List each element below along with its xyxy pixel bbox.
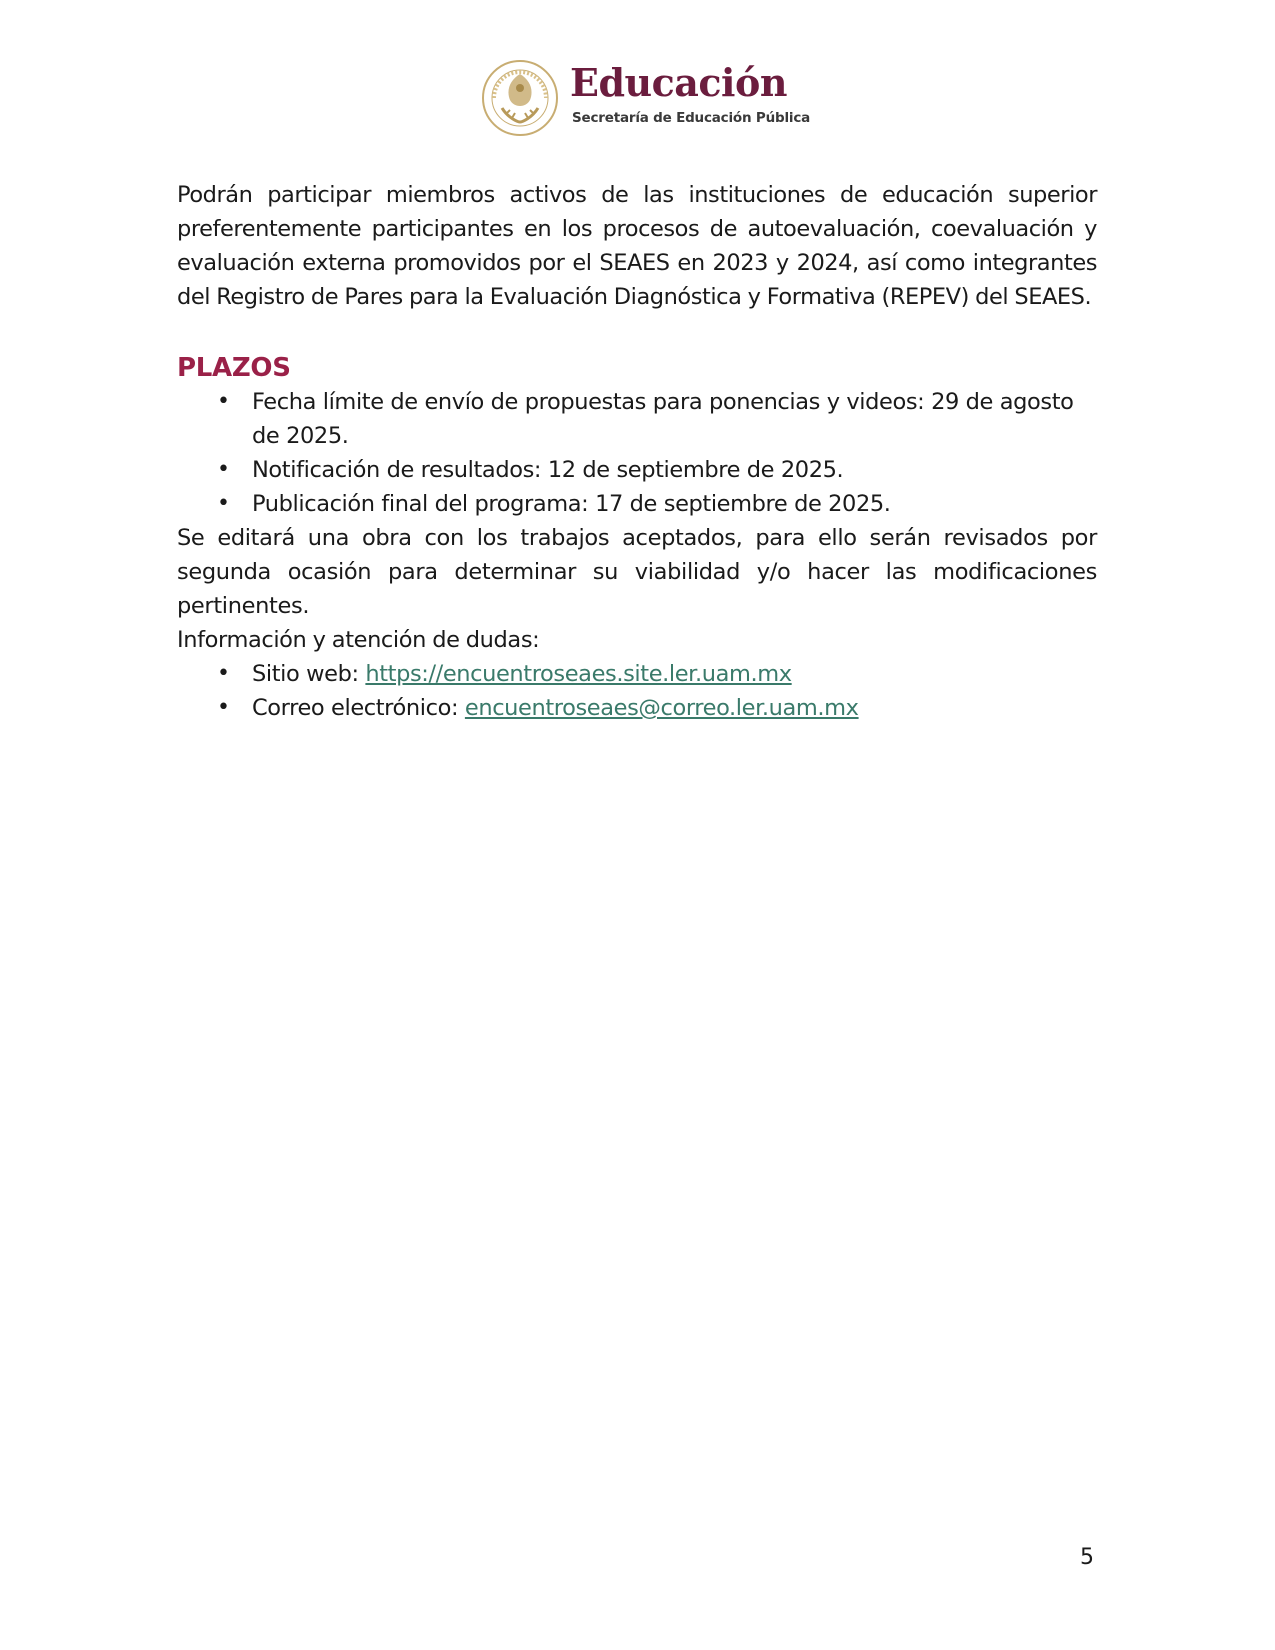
document-content — [177, 178, 1097, 725]
bullet-icon: • — [217, 457, 230, 482]
bullet-icon: • — [217, 661, 230, 686]
bullet-icon: • — [217, 491, 230, 516]
logo-subtitle: Secretaría de Educación Pública — [572, 110, 811, 126]
bullet-icon: • — [217, 695, 230, 720]
plazo-text: Notificación de resultados: 12 de septiembre de 2025. — [252, 457, 844, 483]
website-link[interactable]: https://encuentroseaes.site.ler.uam.mx — [365, 661, 792, 687]
intro-paragraph: Podrán participar miembros activos de las instituciones de educación superior preferentemente participantes en los procesos de autoevaluación, coevaluación y evaluación externa promovidos por el SEAES en 2023 y 2024, así como integrantes del Registro de Pares para la Evaluación Diagnóstica y Formativa (REPEV) del SEAES. — [177, 182, 1097, 310]
list-item — [177, 657, 1097, 691]
publication-paragraph: Se editará una obra con los trabajos aceptados, para ello serán revisados por segunda ocasión para determinar su viabilidad y/o hacer las modificaciones pertinentes. — [177, 525, 1097, 619]
list-item — [177, 453, 1097, 487]
plazos-list — [177, 385, 1097, 521]
logo-title: Educación — [570, 60, 787, 105]
list-item — [177, 487, 1097, 521]
plazos-heading: PLAZOS — [177, 353, 291, 383]
bullet-icon: • — [217, 389, 230, 414]
email-link[interactable]: encuentroseaes@correo.ler.uam.mx — [464, 695, 859, 721]
list-item — [177, 691, 1097, 725]
email-label: Correo electrónico: — [252, 695, 465, 721]
list-item — [177, 385, 1097, 453]
national-seal-icon — [480, 58, 560, 138]
sep-logo — [480, 58, 811, 140]
website-label: Sitio web: — [252, 661, 366, 687]
plazo-text: Publicación final del programa: 17 de septiembre de 2025. — [252, 491, 891, 517]
page-number: 5 — [1080, 1545, 1094, 1570]
plazo-text: Fecha límite de envío de propuestas para ponencias y videos: 29 de agosto de 2025. — [252, 389, 1074, 449]
contact-intro: Información y atención de dudas: — [177, 627, 540, 653]
contact-list — [177, 657, 1097, 725]
